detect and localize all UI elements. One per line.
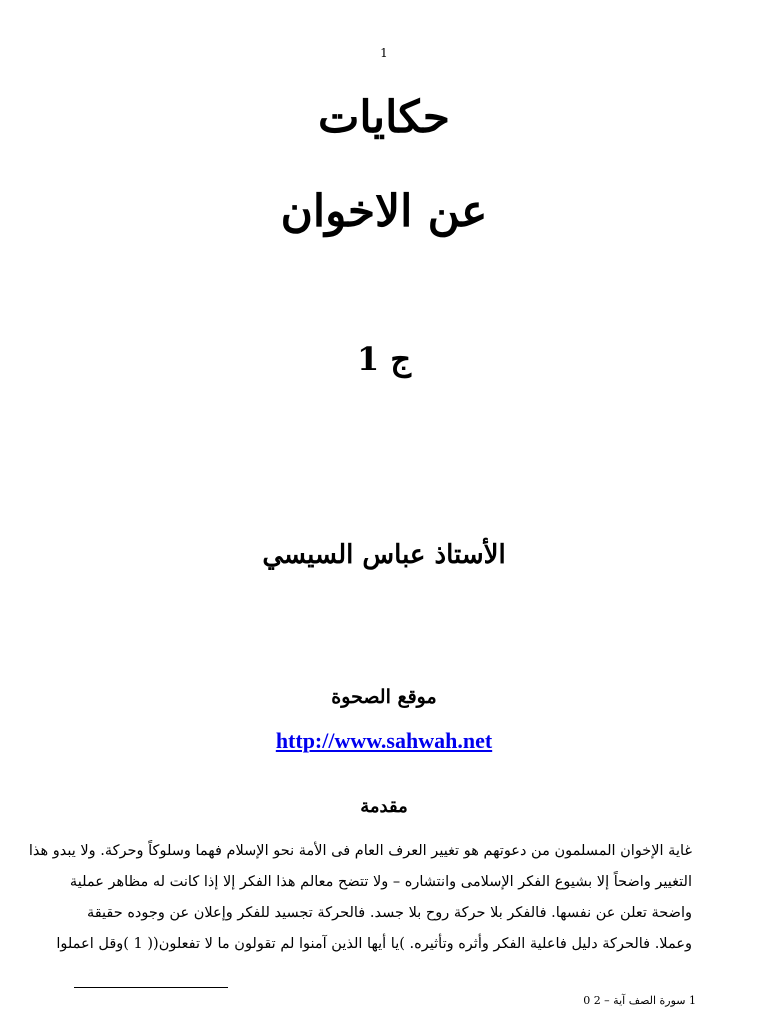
intro-line: التغيير واضحاً إلا بشيوع الفكر الإسلامى وانتشاره – ولا تتضح معالم هذا الفكر إلا إذا كانت له مظاهر عملية bbox=[69, 874, 692, 890]
site-link[interactable]: http://www.sahwah.net bbox=[275, 728, 493, 753]
intro-heading: مقدمة bbox=[360, 796, 408, 817]
title-line-2: عن الاخوان bbox=[280, 186, 488, 237]
site-link-container bbox=[0, 728, 768, 754]
title-line-1: حكايات bbox=[318, 92, 450, 143]
footnote-divider bbox=[74, 987, 228, 988]
page-number: 1 bbox=[380, 46, 388, 60]
site-label: موقع الصحوة bbox=[331, 686, 437, 708]
intro-line: وعملا. فالحركة دليل فاعلية الفكر وأثره وتأثيره. )يا أيها الذين آمنوا لم تقولون ما لا تفعلون(( 1 )وقل اعملوا bbox=[56, 936, 692, 952]
author-name: الأستاذ عباس السيسي bbox=[262, 540, 506, 570]
footnote: 1 سورة الصف آية – 2 0 bbox=[583, 994, 696, 1007]
volume-label: ج 1 bbox=[356, 340, 412, 378]
intro-paragraph bbox=[28, 836, 692, 960]
intro-line: واضحة تعلن عن نفسها. فالفكر بلا حركة روح بلا جسد. فالحركة تجسيد للفكر وإعلان عن وجوده حقيقة bbox=[86, 905, 692, 921]
intro-line: غاية الإخوان المسلمون من دعوتهم هو تغيير العرف العام فى الأمة نحو الإسلام فهما وسلوكاً وحركة. ولا يبدو هذا bbox=[28, 843, 692, 859]
